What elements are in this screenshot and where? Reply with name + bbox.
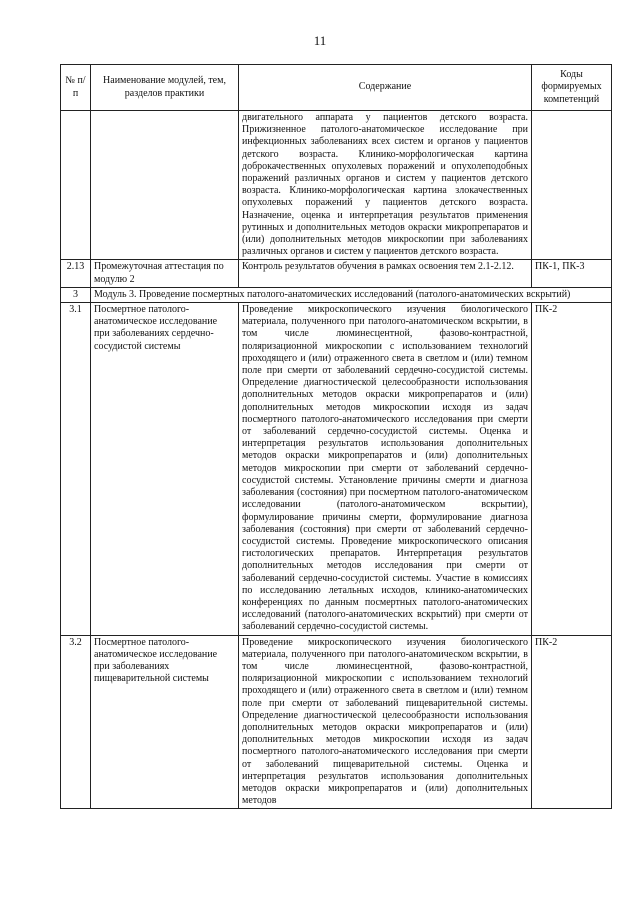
cell-codes: ПК-2 <box>532 635 612 809</box>
cell-content: двигательного аппарата у пациентов детского возраста. Прижизненное патолого-анатомическое исследование при инфекционных заболеваниях всех систем и органов у пациентов детского возраста. Клинико-морфологическая картина доброкачественных опухолевых поражений и опухолеподобных поражений различных органов и систем у пациентов детского возраста. Клинико-морфологическая картина злокачественных опухолевых поражений у пациентов детского возраста. Назначение, оценка и интерпретация результатов применения рутинных и дополнительных методов окраски микропрепаратов и (или) дополнительных методов микроскопии при заболеваниях различных органов и систем у пациентов детского возраста. <box>239 111 532 260</box>
cell-name <box>91 111 239 260</box>
curriculum-table <box>60 64 612 809</box>
page-number: 11 <box>313 33 327 48</box>
cell-name: Посмертное патолого-анатомическое исследование при заболеваниях сердечно-сосудистой системы <box>91 303 239 635</box>
cell-codes: ПК-2 <box>532 303 612 635</box>
table-row-2-13 <box>61 260 612 287</box>
cell-codes: ПК-1, ПК-3 <box>532 260 612 287</box>
header-codes: Коды формируемых компетенций <box>532 65 612 111</box>
cell-content: Проведение микроскопического изучения биологического материала, полученного при патолого-анатомическом вскрытии, в том числе люминесцентной, фазово-контрастной, поляризационной микроскопии с использованием технологий проходящего и (или) отраженного света в светлом и (или) темном поле при смерти от заболеваний сердечно-сосудистой системы. Определение диагностической целесообразности использования дополнительных методов окраски микропрепаратов и (или) дополнительных методов микроскопии исходя из задач посмертного патолого-анатомического исследования при смерти от заболеваний сердечно-сосудистой системы. Оценка и интерпретация результатов использования дополнительных методов окраски микропрепаратов и (или) дополнительных методов микроскопии при смерти от заболеваний сердечно-сосудистой системы. Установление причины смерти и диагноза заболевания (состояния) при посмертном патолого-анатомическом исследовании (патолого-анатомическом вскрытии), формулирование причины смерти, формулирование диагноза заболевания (состояния) при смерти от заболеваний сердечно-сосудистой системы. Проведение микроскопического описания гистологических препаратов. Интерпретация результатов дополнительных методов исследования при смерти от заболеваний сердечно-сосудистой системы. Участие в комиссиях по исследованию летальных исходов, клинико-анатомических конференциях по данным посмертных патолого-анатомических исследований (патолого-анатомических вскрытий) при смерти от заболеваний сердечно-сосудистой системы. <box>239 303 532 635</box>
header-content: Содержание <box>239 65 532 111</box>
cell-num: 3.1 <box>61 303 91 635</box>
module-num: 3 <box>61 287 91 302</box>
table-header-row <box>61 65 612 111</box>
cell-codes <box>532 111 612 260</box>
cell-name: Посмертное патолого-анатомическое исследование при заболеваниях пищеварительной системы <box>91 635 239 809</box>
header-name: Наименование модулей, тем, разделов практики <box>91 65 239 111</box>
cell-name: Промежуточная аттестация по модулю 2 <box>91 260 239 287</box>
module-title: Модуль 3. Проведение посмертных патолого-анатомических исследований (патолого-анатомических вскрытий) <box>91 287 612 302</box>
table-row-3-2 <box>61 635 612 809</box>
cell-num <box>61 111 91 260</box>
cell-content: Проведение микроскопического изучения биологического материала, полученного при патолого-анатомическом вскрытии, в том числе люминесцентной, фазово-контрастной, поляризационной микроскопии с использованием технологий проходящего и (или) отраженного света в светлом и (или) темном поле при смерти от заболеваний пищеварительной системы. Определение диагностической целесообразности использования дополнительных методов окраски микропрепаратов и (или) дополнительных методов микроскопии исходя из задач посмертного патолого-анатомического исследования при смерти от заболеваний пищеварительной системы. Оценка и интерпретация результатов использования дополнительных методов окраски микропрепаратов и (или) дополнительных методов <box>239 635 532 809</box>
table-row-continuation <box>61 111 612 260</box>
table-row-3-1 <box>61 303 612 635</box>
header-num: № п/п <box>61 65 91 111</box>
cell-content: Контроль результатов обучения в рамках освоения тем 2.1-2.12. <box>239 260 532 287</box>
cell-num: 2.13 <box>61 260 91 287</box>
cell-num: 3.2 <box>61 635 91 809</box>
module-row <box>61 287 612 302</box>
